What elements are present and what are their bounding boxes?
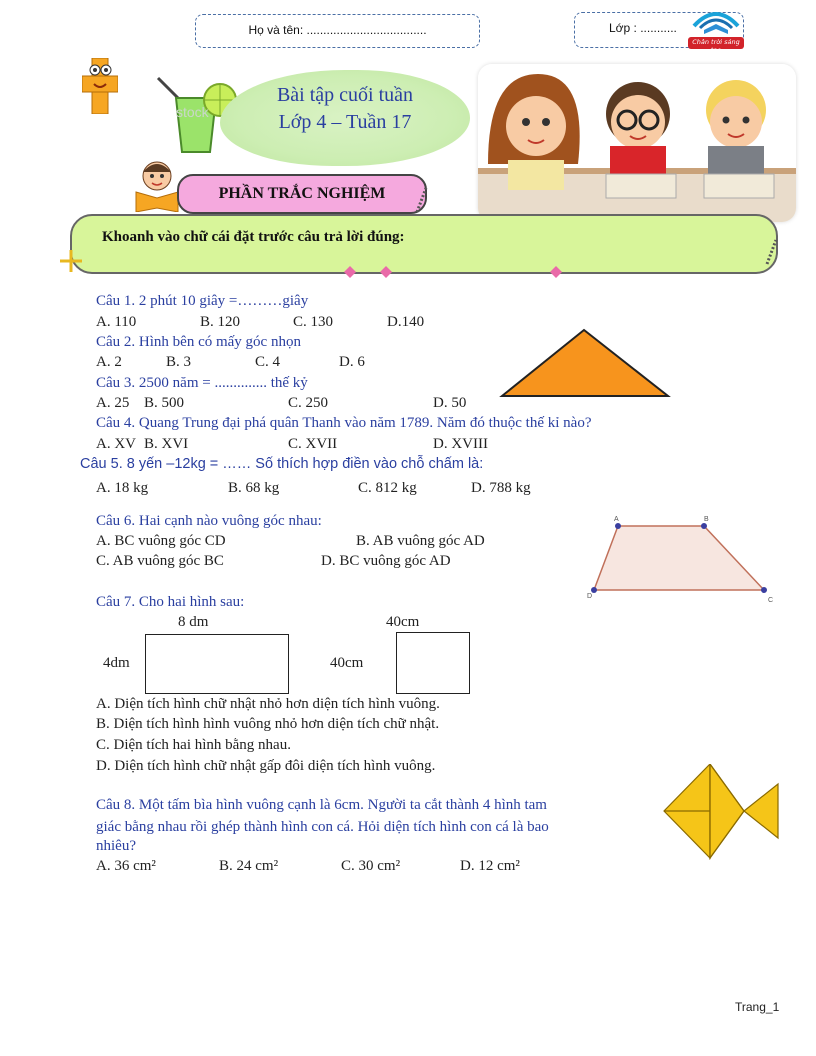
title-watermark: stock bbox=[176, 104, 209, 120]
q7-option-a[interactable]: A. Diện tích hình chữ nhật nhỏ hơn diện tích hình vuông. bbox=[96, 696, 440, 712]
bar-squiggle-icon bbox=[764, 236, 780, 266]
q6-option-c[interactable]: C. AB vuông góc BC bbox=[96, 553, 224, 569]
logo-text: Chân trời sáng tạo bbox=[692, 38, 740, 54]
fish-figure bbox=[660, 764, 780, 862]
q2-option-b[interactable]: B. 3 bbox=[166, 354, 192, 370]
q1-option-a[interactable]: A. 110 bbox=[96, 314, 137, 330]
star-dots-decoration bbox=[340, 262, 570, 282]
question-2: Câu 2. Hình bên có mấy góc nhọn bbox=[96, 334, 301, 350]
vertex-label-c: C bbox=[768, 597, 774, 604]
q5-option-b[interactable]: B. 68 kg bbox=[228, 480, 280, 496]
students-reading-illustration bbox=[478, 64, 796, 222]
section-heading bbox=[177, 174, 427, 214]
rectangle-height-label: 4dm bbox=[103, 655, 130, 671]
q4-option-c[interactable]: C. XVII bbox=[288, 436, 338, 452]
vertex-label-b: B bbox=[704, 516, 709, 523]
question-8-line2: giác bằng nhau rồi ghép thành hình con cá. Hỏi diện tích hình con cá là bao bbox=[96, 819, 549, 835]
vertex-label-d: D bbox=[587, 593, 593, 600]
reading-kid-icon bbox=[132, 158, 182, 212]
rectangle-width-label: 8 dm bbox=[178, 614, 209, 630]
q5-option-c[interactable]: C. 812 kg bbox=[358, 480, 417, 496]
q8-option-c[interactable]: C. 30 cm² bbox=[341, 858, 401, 874]
q1-option-d[interactable]: D.140 bbox=[387, 314, 425, 330]
question-7: Câu 7. Cho hai hình sau: bbox=[96, 594, 245, 610]
question-3: Câu 3. 2500 năm = .............. thế kỷ bbox=[96, 375, 308, 391]
q4-option-d[interactable]: D. XVIII bbox=[433, 436, 488, 452]
page-title-line1: Bài tập cuối tuần bbox=[276, 84, 414, 106]
q1-option-c[interactable]: C. 130 bbox=[293, 314, 334, 330]
square-height-label: 40cm bbox=[330, 655, 364, 671]
q6-option-d[interactable]: D. BC vuông góc AD bbox=[321, 553, 451, 569]
square-width-label: 40cm bbox=[386, 614, 420, 630]
q1-option-b[interactable]: B. 120 bbox=[200, 314, 241, 330]
name-label: Họ và tên: .................................... bbox=[248, 23, 427, 37]
cross-decoration-icon bbox=[60, 250, 82, 272]
orange-triangle-figure bbox=[498, 326, 674, 398]
q5-option-d[interactable]: D. 788 kg bbox=[471, 480, 531, 496]
calculator-cartoon bbox=[82, 58, 118, 114]
page-title-line2: Lớp 4 – Tuần 17 bbox=[278, 111, 412, 133]
q2-option-d[interactable]: D. 6 bbox=[339, 354, 365, 370]
q3-option-c[interactable]: C. 250 bbox=[288, 395, 329, 411]
q3-option-d[interactable]: D. 50 bbox=[433, 395, 467, 411]
name-field-box bbox=[195, 14, 480, 48]
publisher-logo bbox=[686, 4, 746, 54]
q4-option-a[interactable]: A. XV bbox=[96, 436, 136, 452]
q2-option-a[interactable]: A. 2 bbox=[96, 354, 122, 370]
question-6: Câu 6. Hai cạnh nào vuông góc nhau: bbox=[96, 513, 322, 529]
q8-option-a[interactable]: A. 36 cm² bbox=[96, 858, 156, 874]
page-number: Trang_1 bbox=[735, 1000, 780, 1014]
class-label: Lớp : ........... bbox=[609, 21, 677, 35]
question-1: Câu 1. 2 phút 10 giây =………giây bbox=[96, 293, 309, 309]
q3-option-a[interactable]: A. 25 bbox=[96, 395, 130, 411]
question-5: Câu 5. 8 yến –12kg = …… Số thích hợp điền vào chỗ chấm là: bbox=[80, 456, 484, 472]
q7-option-c[interactable]: C. Diện tích hai hình bằng nhau. bbox=[96, 737, 291, 753]
question-4: Câu 4. Quang Trung đại phá quân Thanh vào năm 1789. Năm đó thuộc thế kỉ nào? bbox=[96, 415, 592, 431]
q4-option-b[interactable]: B. XVI bbox=[144, 436, 189, 452]
q8-option-d[interactable]: D. 12 cm² bbox=[460, 858, 520, 874]
section-squiggle-icon bbox=[414, 184, 430, 214]
q5-option-a[interactable]: A. 18 kg bbox=[96, 480, 149, 496]
q3-option-b[interactable]: B. 500 bbox=[144, 395, 185, 411]
q7-option-b[interactable]: B. Diện tích hình hình vuông nhỏ hơn diện tích chữ nhật. bbox=[96, 716, 440, 732]
trapezoid-figure bbox=[584, 512, 780, 604]
q6-option-a[interactable]: A. BC vuông góc CD bbox=[96, 533, 226, 549]
instruction-text: Khoanh vào chữ cái đặt trước câu trả lời đúng: bbox=[102, 229, 405, 245]
square-figure bbox=[396, 632, 470, 694]
rectangle-figure bbox=[145, 634, 289, 694]
vertex-label-a: A bbox=[614, 516, 619, 523]
q7-option-d[interactable]: D. Diện tích hình chữ nhật gấp đôi diện tích hình vuông. bbox=[96, 758, 436, 774]
section-heading-text: PHẦN TRẮC NGHIỆM bbox=[218, 185, 386, 202]
question-8-line1: Câu 8. Một tấm bìa hình vuông cạnh là 6cm. Người ta cắt thành 4 hình tam bbox=[96, 797, 547, 813]
q2-option-c[interactable]: C. 4 bbox=[255, 354, 281, 370]
question-8-line3: nhiêu? bbox=[96, 838, 136, 854]
q6-option-b[interactable]: B. AB vuông góc AD bbox=[356, 533, 485, 549]
q8-option-b[interactable]: B. 24 cm² bbox=[219, 858, 279, 874]
